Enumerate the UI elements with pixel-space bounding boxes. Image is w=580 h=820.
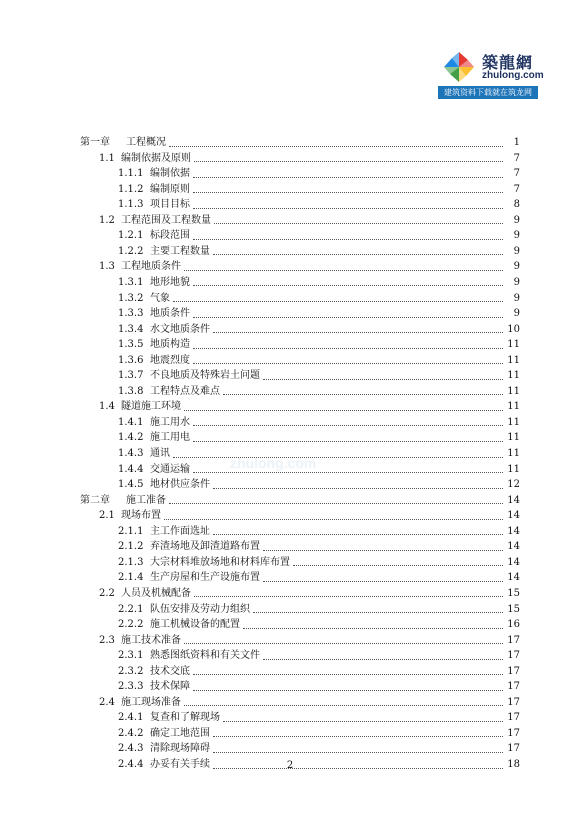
toc-entry-page: 11 [507, 416, 520, 428]
toc-entry-number: 1.4.5 [118, 479, 144, 491]
toc-entry-number: 1.4.4 [118, 463, 144, 475]
toc-entry-title: 施工现场准备 [121, 696, 181, 708]
toc-entry-number: 1.2.2 [118, 245, 144, 257]
toc-entry-number: 1.1.2 [118, 183, 144, 195]
toc-dot-leader [213, 253, 503, 255]
toc-entry-title: 编制原则 [150, 183, 190, 195]
toc-dot-leader [213, 735, 503, 737]
toc-entry-title: 通讯 [150, 448, 170, 459]
logo-chinese-name: 築龍網 [482, 53, 534, 72]
toc-section-row[interactable] [99, 213, 520, 228]
toc-subsection-row[interactable] [118, 664, 520, 679]
toc-subsection-row[interactable] [118, 477, 520, 492]
toc-entry-number: 2.1.3 [118, 556, 144, 568]
toc-entry-page: 15 [507, 603, 520, 615]
toc-section-row[interactable] [99, 259, 520, 274]
toc-entry-page: 14 [507, 572, 520, 584]
toc-entry-title: 地质构造 [150, 339, 190, 351]
toc-entry-number: 2.1 [99, 510, 115, 522]
toc-entry-title: 施工机械设备的配置 [150, 619, 240, 631]
toc-entry-number: 2.4.3 [118, 743, 144, 755]
toc-subsection-row[interactable] [118, 228, 520, 243]
toc-dot-leader [223, 720, 503, 722]
toc-dot-leader [263, 378, 503, 380]
toc-entry-number: 第一章 [80, 137, 110, 148]
toc-subsection-row[interactable] [118, 275, 520, 290]
toc-entry-title: 编制依据及原则 [121, 152, 191, 164]
toc-subsection-row[interactable] [118, 539, 520, 554]
toc-entry-title: 水文地质条件 [150, 323, 210, 335]
toc-entry-title: 地材供应条件 [150, 479, 210, 491]
toc-subsection-row[interactable] [118, 648, 520, 663]
toc-entry-title: 办妥有关手续 [150, 759, 210, 770]
toc-entry-title: 主要工程数量 [150, 245, 210, 257]
toc-entry-number: 1.3.8 [118, 385, 144, 397]
toc-entry-title: 技术交底 [150, 665, 190, 677]
toc-entry-page: 9 [513, 276, 520, 288]
toc-entry-title: 现场布置 [121, 510, 161, 522]
toc-subsection-row[interactable] [118, 602, 520, 617]
toc-entry-title: 施工准备 [126, 494, 166, 506]
toc-entry-title: 人员及机械配备 [121, 587, 191, 599]
toc-entry-number: 2.3 [99, 634, 115, 646]
toc-entry-page: 9 [513, 245, 520, 257]
toc-entry-page: 9 [513, 261, 520, 273]
toc-dot-leader [193, 176, 503, 178]
toc-entry-page: 8 [513, 199, 520, 211]
toc-entry-title: 交通运输 [150, 463, 190, 475]
toc-dot-leader [193, 471, 503, 473]
toc-subsection-row[interactable] [118, 353, 520, 368]
toc-entry-title: 工程概况 [126, 137, 166, 148]
toc-entry-page: 14 [507, 510, 520, 522]
toc-section-row[interactable] [99, 586, 520, 601]
toc-dot-leader [164, 518, 503, 520]
toc-entry-number: 2.2.2 [118, 619, 144, 631]
toc-dot-leader [193, 207, 503, 209]
toc-entry-page: 18 [507, 759, 520, 770]
toc-entry-page: 12 [507, 479, 520, 491]
logo-slogan: 建筑资料下载就在筑龙网 [438, 86, 538, 99]
toc-entry-page: 7 [513, 168, 520, 180]
toc-entry-number: 1.3.1 [118, 276, 144, 288]
toc-entry-title: 项目目标 [150, 199, 190, 211]
toc-entry-title: 大宗材料堆放场地和材料库布置 [150, 556, 290, 568]
toc-subsection-row[interactable] [118, 555, 520, 570]
toc-entry-title: 确定工地范围 [150, 727, 210, 739]
toc-section-row[interactable] [99, 633, 520, 648]
toc-section-row[interactable] [99, 151, 520, 166]
toc-entry-page: 11 [507, 385, 520, 397]
toc-subsection-row[interactable] [118, 617, 520, 632]
toc-entry-number: 1.2 [99, 214, 115, 226]
toc-entry-number: 1.3.7 [118, 370, 144, 382]
toc-entry-page: 17 [507, 743, 520, 755]
toc-entry-page: 9 [513, 230, 520, 242]
toc-entry-number: 2.1.1 [118, 525, 144, 537]
toc-dot-leader [263, 549, 503, 551]
toc-dot-leader [213, 331, 503, 333]
toc-entry-number: 1.3.2 [118, 292, 144, 304]
toc-subsection-row[interactable] [118, 710, 520, 725]
toc-subsection-row[interactable] [118, 726, 520, 741]
toc-entry-page: 17 [507, 634, 520, 646]
toc-subsection-row[interactable] [118, 524, 520, 539]
toc-dot-leader [263, 658, 503, 660]
toc-entry-title: 施工用水 [150, 416, 190, 428]
toc-entry-number: 2.2 [99, 587, 115, 599]
toc-entry-page: 1 [513, 137, 520, 148]
toc-entry-page: 11 [507, 354, 520, 366]
toc-entry-number: 1.1.3 [118, 199, 144, 211]
toc-subsection-row[interactable] [118, 384, 520, 399]
toc-entry-number: 1.4 [99, 401, 115, 413]
toc-entry-number: 1.1.1 [118, 168, 144, 180]
toc-section-row[interactable] [99, 399, 520, 414]
toc-entry-number: 1.3 [99, 261, 115, 273]
toc-entry-number: 1.3.6 [118, 354, 144, 366]
toc-subsection-row[interactable] [118, 415, 520, 430]
toc-entry-title: 弃渣场地及卸渣道路布置 [150, 541, 260, 553]
toc-entry-number: 2.3.1 [118, 650, 144, 662]
toc-dot-leader [194, 160, 503, 162]
toc-subsection-row[interactable] [118, 182, 520, 197]
toc-entry-title: 复查和了解现场 [150, 712, 220, 724]
toc-entry-number: 1.2.1 [118, 230, 144, 242]
toc-entry-page: 9 [513, 214, 520, 226]
page-number: 2 [286, 760, 294, 771]
toc-entry-page: 17 [507, 712, 520, 724]
toc-subsection-row[interactable] [118, 306, 520, 321]
pinwheel-logo-icon [442, 50, 476, 84]
toc-entry-title: 地震烈度 [150, 354, 190, 366]
toc-entry-title: 不良地质及特殊岩土问题 [150, 370, 260, 382]
toc-entry-page: 9 [513, 292, 520, 304]
toc-dot-leader [243, 627, 503, 629]
toc-subsection-row[interactable] [118, 322, 520, 337]
toc-entry-page: 14 [507, 541, 520, 553]
toc-entry-number: 1.3.5 [118, 339, 144, 351]
toc-entry-number: 2.4.4 [118, 759, 144, 770]
toc-subsection-row[interactable] [118, 368, 520, 383]
toc-entry-number: 1.3.3 [118, 308, 144, 320]
toc-dot-leader [193, 347, 503, 349]
toc-entry-title: 主工作面选址 [150, 525, 210, 537]
toc-entry-page: 11 [507, 463, 520, 475]
toc-entry-title: 技术保障 [150, 681, 190, 693]
toc-entry-title: 地形地貌 [150, 276, 190, 288]
toc-entry-number: 2.4.2 [118, 727, 144, 739]
toc-entry-title: 气象 [150, 292, 170, 304]
toc-dot-leader [213, 533, 503, 535]
toc-entry-number: 1.4.3 [118, 448, 144, 459]
toc-entry-page: 17 [507, 665, 520, 677]
watermark-text: zhulong.com [230, 455, 317, 471]
toc-entry-title: 生产房屋和生产设施布置 [150, 572, 260, 584]
toc-dot-leader [223, 393, 503, 395]
toc-entry-page: 14 [507, 525, 520, 537]
toc-dot-leader [213, 487, 503, 489]
toc-dot-leader [253, 611, 503, 613]
toc-entry-title: 工程范围及工程数量 [121, 214, 211, 226]
toc-entry-page: 16 [507, 619, 520, 631]
toc-subsection-row[interactable] [118, 291, 520, 306]
toc-entry-number: 2.3.3 [118, 681, 144, 693]
toc-entry-page: 15 [507, 587, 520, 599]
toc-subsection-row[interactable] [118, 741, 520, 756]
toc-dot-leader [169, 502, 503, 504]
toc-dot-leader [193, 191, 503, 193]
toc-entry-number: 第二章 [80, 494, 110, 506]
toc-entry-page: 17 [507, 681, 520, 693]
toc-subsection-row[interactable] [118, 570, 520, 585]
toc-entry-number: 1.4.2 [118, 432, 144, 444]
toc-entry-title: 工程特点及难点 [150, 385, 220, 397]
toc-entry-number: 1.1 [99, 152, 115, 164]
toc-subsection-row[interactable] [118, 244, 520, 259]
toc-entry-title: 地质条件 [150, 308, 190, 320]
toc-dot-leader [193, 689, 503, 691]
toc-dot-leader [184, 642, 503, 644]
toc-dot-leader [193, 440, 503, 442]
toc-subsection-row[interactable] [118, 337, 520, 352]
toc-entry-page: 11 [507, 432, 520, 444]
toc-dot-leader [184, 269, 503, 271]
zhulong-logo [438, 46, 544, 102]
toc-dot-leader [193, 673, 503, 675]
toc-entry-page: 11 [507, 339, 520, 351]
toc-dot-leader [173, 300, 503, 302]
toc-dot-leader [263, 580, 503, 582]
toc-subsection-row[interactable] [118, 166, 520, 181]
toc-chapter-row[interactable] [80, 135, 520, 150]
toc-dot-leader [194, 595, 503, 597]
toc-dot-leader [193, 316, 503, 318]
toc-entry-page: 17 [507, 650, 520, 662]
toc-dot-leader [193, 362, 503, 364]
toc-entry-title: 编制依据 [150, 168, 190, 180]
toc-subsection-row[interactable] [118, 430, 520, 445]
toc-dot-leader [169, 145, 503, 147]
toc-entry-number: 2.2.1 [118, 603, 144, 615]
toc-subsection-row[interactable] [118, 197, 520, 212]
toc-entry-page: 17 [507, 696, 520, 708]
toc-dot-leader [193, 424, 503, 426]
toc-subsection-row[interactable] [118, 446, 520, 461]
toc-entry-number: 2.3.2 [118, 665, 144, 677]
toc-dot-leader [293, 564, 503, 566]
toc-entry-page: 11 [507, 370, 520, 382]
toc-dot-leader [214, 222, 503, 224]
toc-entry-page: 10 [507, 323, 520, 335]
toc-entry-page: 7 [513, 152, 520, 164]
toc-entry-page: 7 [513, 183, 520, 195]
toc-dot-leader [184, 704, 503, 706]
toc-entry-page: 17 [507, 727, 520, 739]
toc-entry-number: 1.4.1 [118, 416, 144, 428]
toc-entry-page: 11 [507, 448, 520, 459]
toc-entry-page: 9 [513, 308, 520, 320]
logo-domain: zhulong.com [482, 70, 544, 81]
toc-entry-number: 2.1.4 [118, 572, 144, 584]
toc-dot-leader [193, 284, 503, 286]
toc-entry-number: 2.4.1 [118, 712, 144, 724]
toc-entry-title: 标段范围 [150, 230, 190, 242]
toc-entry-number: 1.3.4 [118, 323, 144, 335]
toc-section-row[interactable] [99, 508, 520, 523]
toc-entry-page: 14 [507, 494, 520, 506]
toc-entry-page: 14 [507, 556, 520, 568]
toc-entry-title: 施工技术准备 [121, 634, 181, 646]
toc-entry-title: 清除现场障碍 [150, 743, 210, 755]
toc-entry-title: 熟悉图纸资料和有关文件 [150, 650, 260, 662]
toc-section-row[interactable] [99, 695, 520, 710]
toc-chapter-row[interactable] [80, 493, 520, 508]
toc-subsection-row[interactable] [118, 462, 520, 477]
toc-dot-leader [173, 456, 503, 458]
toc-dot-leader [193, 238, 503, 240]
toc-dot-leader [184, 409, 503, 411]
toc-entry-number: 2.4 [99, 696, 115, 708]
toc-entry-title: 工程地质条件 [121, 261, 181, 273]
toc-entry-title: 隧道施工环境 [121, 401, 181, 413]
toc-entry-title: 队伍安排及劳动力组织 [150, 603, 250, 615]
toc-dot-leader [213, 751, 503, 753]
toc-entry-title: 施工用电 [150, 432, 190, 444]
toc-entry-number: 2.1.2 [118, 541, 144, 553]
toc-subsection-row[interactable] [118, 679, 520, 694]
toc-entry-page: 11 [507, 401, 520, 413]
